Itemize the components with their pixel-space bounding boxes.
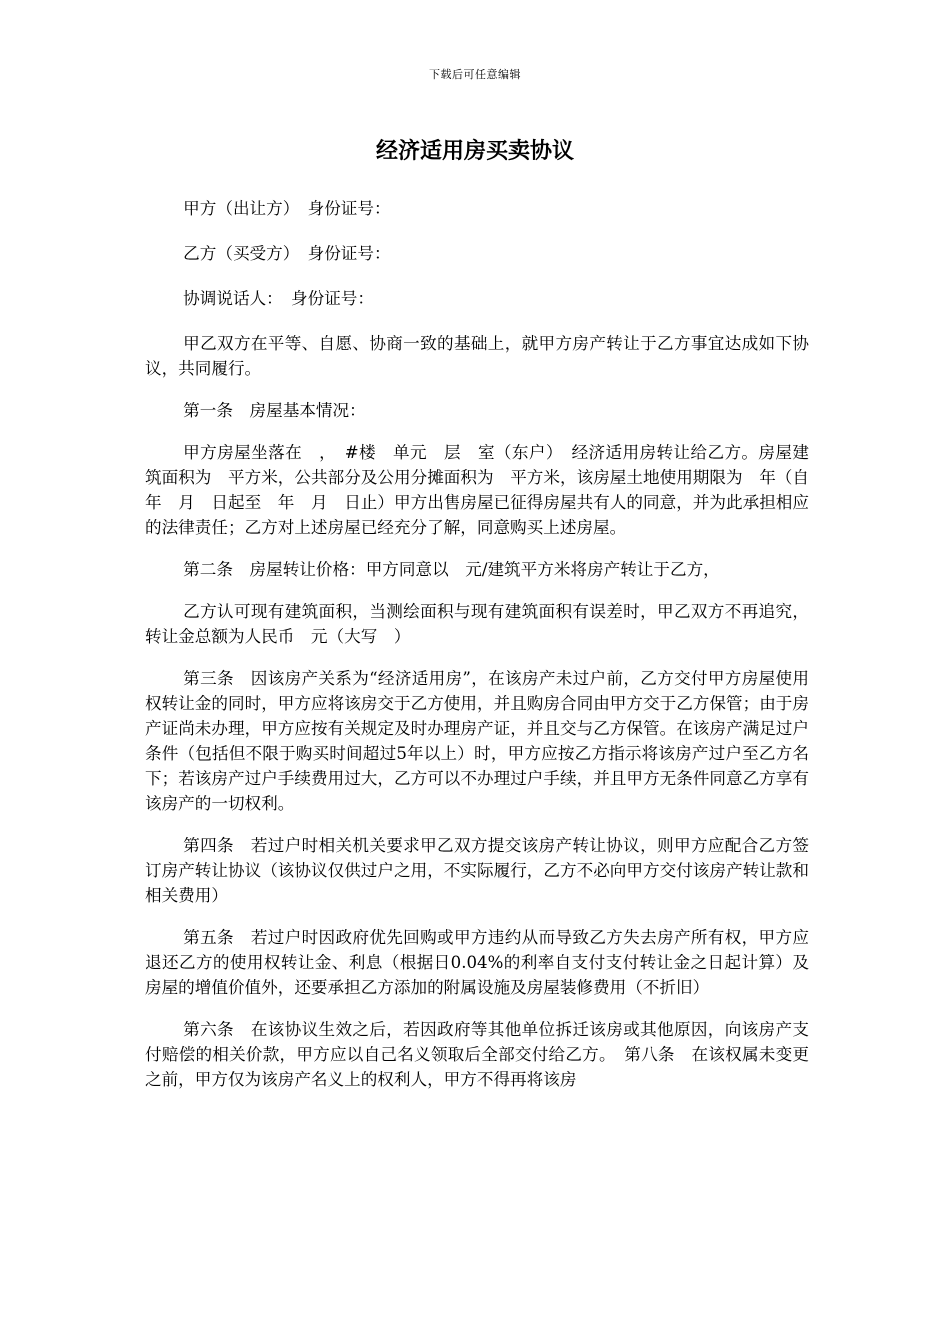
article-5-paragraph: 第五条 若过户时因政府优先回购或甲方违约从而导致乙方失去房产所有权，甲方应退还乙方的使用权转让金、利息（根据日0.04%的利率自支付支付转让金之日起计算）及房屋的增值价值外，还要承担乙方添加的附属设施及房屋装修费用（不折旧） [145,928,809,997]
article-2-continuation: 乙方认可现有建筑面积，当测绘面积与现有建筑面积有误差时，甲乙双方不再追究，转让金总额为人民币 元（大写 ） [145,602,809,646]
header-note: 下载后可任意编辑 [429,68,521,81]
article-3-paragraph: 第三条 因该房产关系为“经济适用房”，在该房产未过户前，乙方交付甲方房屋使用权转让金的同时，甲方应将该房交于乙方使用，并且购房合同由甲方交于乙方保管；由于房产证尚未办理，甲方应按有关规定及时办理房产证，并且交与乙方保管。在该房产满足过户条件（包括但不限于购买时间超过5年以上）时，甲方应按乙方指示将该房产过户至乙方名下；若该房产过户手续费用过大，乙方可以不办理过户手续，并且甲方无条件同意乙方享有该房产的一切权利。 [145,669,809,813]
article-2-paragraph: 第二条 房屋转让价格：甲方同意以 元/建筑平方米将房产转让于乙方， [183,560,720,579]
article-4-paragraph: 第四条 若过户时相关机关要求甲乙双方提交该房产转让协议，则甲方应配合乙方签订房产转让协议（该协议仅供过户之用，不实际履行，乙方不必向甲方交付该房产转让款和相关费用） [145,836,809,905]
article-1-title: 第一条 房屋基本情况： [183,401,366,420]
document-body [145,196,826,1109]
document-title: 经济适用房买卖协议 [375,139,574,164]
intro-paragraph: 甲乙双方在平等、自愿、协商一致的基础上，就甲方房产转让于乙方事宜达成如下协议，共同履行。 [145,334,809,378]
party-a-line: 甲方（出让方） 身份证号： [183,199,391,218]
party-b-line: 乙方（买受方） 身份证号： [183,244,391,263]
article-6-paragraph: 第六条 在该协议生效之后，若因政府等其他单位拆迁该房或其他原因，向该房产支付赔偿的相关价款，甲方应以自己名义领取后全部交付给乙方。 第八条 在该权属未变更之前，甲方仅为该房产名义上的权利人，甲方不得再将该房 [145,1020,809,1089]
article-1-body: 甲方房屋坐落在 ， #楼 单元 层 室（东户） 经济适用房转让给乙方。房屋建筑面积为 平方米，公共部分及公用分摊面积为 平方米，该房屋土地使用期限为 年（自 年 月 日起至 年 月 日止）甲方出售房屋已征得房屋共有人的同意，并为此承担相应的法律责任；乙方对上述房屋已经充分了解，同意购买上述房屋。 [145,443,826,537]
mediator-line: 协调说话人： 身份证号： [183,289,374,308]
